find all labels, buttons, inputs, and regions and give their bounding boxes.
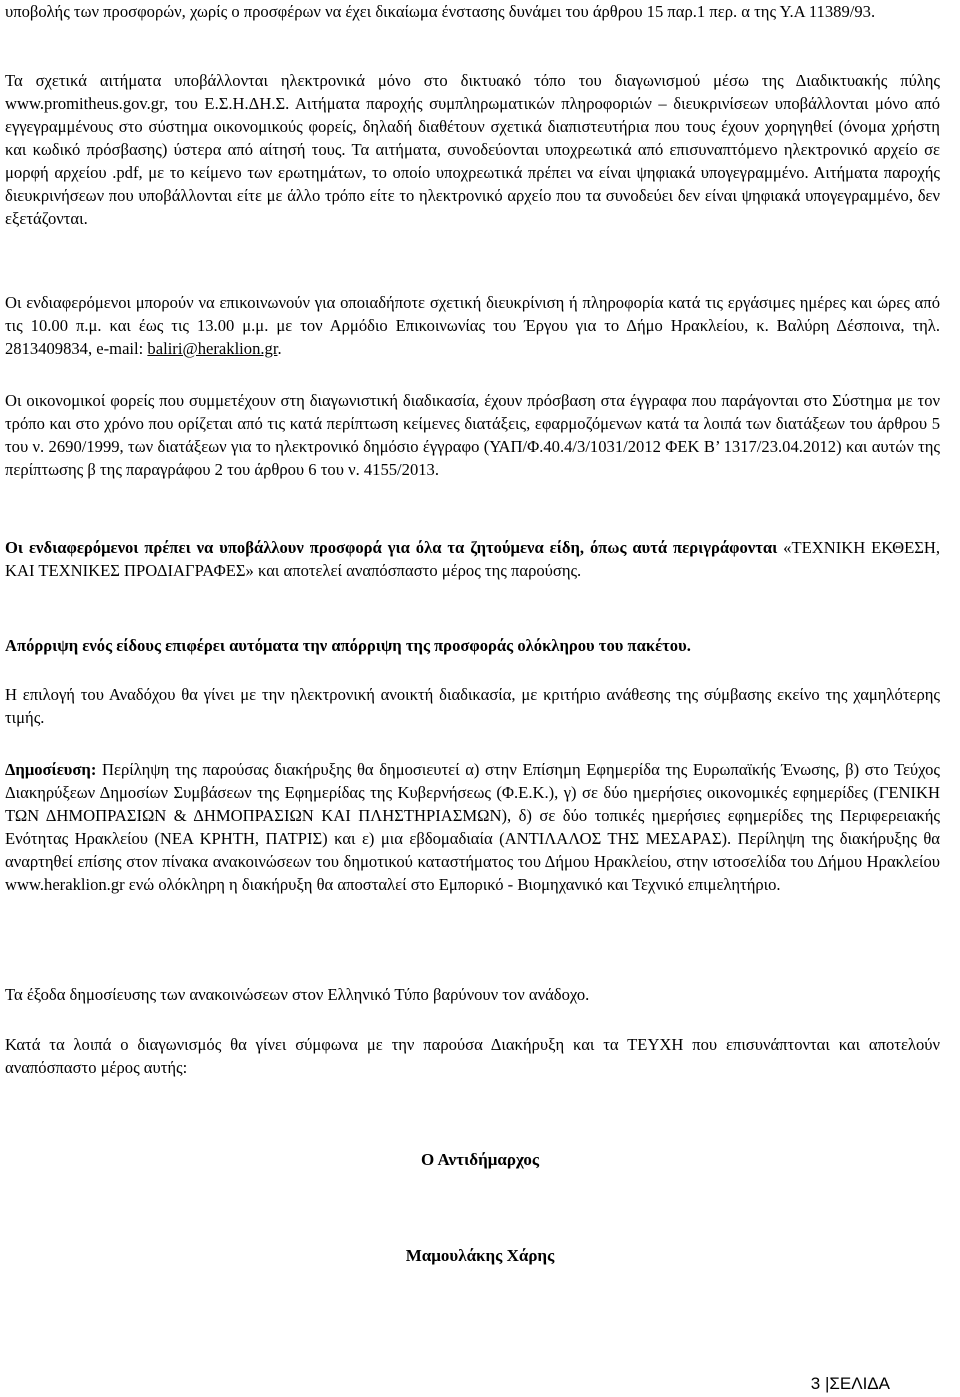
page-footer: 3 |ΣΕΛΙΔΑ xyxy=(810,1374,890,1393)
paragraph-publication-costs: Τα έξοδα δημοσίευσης των ανακοινώσεων στον Ελληνικό Τύπο βαρύνουν τον ανάδοχο. xyxy=(5,985,590,1004)
contact-text: Οι ενδιαφερόμενοι μπορούν να επικοινωνούν για οποιαδήποτε σχετική διευκρίνιση ή πληροφορία κατά τις εργάσιμες ημέρες και ώρες από τις 10.00 π.μ. και έως τις 13.00 μ.μ. με τον Αρμόδιο Επικοινωνίας του Έργου για το Δήμο Ηρακλείου, κ. Βαλύρη Δέσποινα, τηλ. 2813409834, e-mail: xyxy=(5,293,940,358)
paragraph-contact-info xyxy=(5,291,940,360)
contact-text-end: . xyxy=(277,339,282,358)
paragraph-tender-documents: Κατά τα λοιπά ο διαγωνισμός θα γίνει σύμφωνα με την παρούσα Διακήρυξη και τα ΤΕΥΧΗ που επισυνάπτονται και αποτελούν αναπόσπαστο μέρος αυτής: xyxy=(5,1035,940,1077)
paragraph-clarification-requests: Τα σχετικά αιτήματα υποβάλλονται ηλεκτρονικά μόνο στο δικτυακό τόπο του διαγωνισμού μέσω της Διαδικτυακής πύλης www.promitheus.gov.gr, του Ε.Σ.Η.ΔΗ.Σ. Αιτήματα παροχής συμπληρωματικών πληροφοριών – διευκρινίσεων υποβάλλονται μόνο από εγγεγραμμένους στο σύστημα οικονομικούς φορείς, δηλαδή διαθέτουν σχετικά διαπιστευτήρια που τους έχουν χορηγηθεί (όνομα χρήστη και κωδικό πρόσβασης) ύστερα από αίτησή τους. Τα αιτήματα, συνοδεύονται υποχρεωτικά από επισυναπτόμενο ηλεκτρονικό αρχείο σε μορφή αρχείου .pdf, με το κείμενο των ερωτημάτων, το οποίο υποχρεωτικά πρέπει να είναι ψηφιακά υπογεγραμμένο. Αιτήματα παροχής διευκρινήσεων που υποβάλλονται είτε με άλλο τρόπο είτε το ηλεκτρονικό αρχείο που τα συνοδεύει δεν είναι ψηφιακά υπογεγραμμένο, δεν εξετάζονται. xyxy=(5,71,940,228)
paragraph-rejection-rule: Απόρριψη ενός είδους επιφέρει αυτόματα την απόρριψη της προσφοράς ολόκληρου του πακέτου. xyxy=(5,636,691,655)
publication-text: Περίληψη της παρούσας διακήρυξης θα δημοσιευτεί α) στην Επίσημη Εφημερίδα της Ευρωπαϊκής Ένωσης, β) στο Τεύχος Διακηρύξεων Δημοσίων Συμβάσεων της Εφημερίδας της Κυβερνήσεως (Φ.Ε.Κ.), γ) σε δύο ημερήσιες οικονομικές εφημερίδες (ΓΕΝΙΚΗ ΤΩΝ ΔΗΜΟΠΡΑΣΙΩΝ & ΔΗΜΟΠΡΑΣΙΩΝ ΚΑΙ ΠΛΗΣΤΗΡΙΑΣΜΩΝ), δ) σε δύο τοπικές ημερήσιες εφημερίδες της Περιφερειακής Ενότητας Ηρακλείου (ΝΕΑ ΚΡΗΤΗ, ΠΑΤΡΙΣ) και ε) μια εβδομαδιαία (ΑΝΤΙΛΑΛΟΣ ΤΗΣ ΜΕΣΑΡΑΣ). Περίληψη της διακήρυξης θα αναρτηθεί επίσης στον πίνακα ανακοινώσεων του δημοτικού καταστήματος του Δήμου Ηρακλείου, στην ιστοσελίδα του Δήμου Ηρακλείου www.heraklion.gr ενώ ολόκληρη η διακήρυξη θα αποσταλεί στο Εμπορικό - Βιομηχανικό και Τεχνικό επιμελητήριο. xyxy=(5,760,940,894)
publication-label: Δημοσίευση: xyxy=(5,760,97,779)
paragraph-document-access: Οι οικονομικοί φορείς που συμμετέχουν στη διαγωνιστική διαδικασία, έχουν πρόσβαση στα έγγραφα που παράγονται στο Σύστημα με τον τρόπο και στο χρόνο που ορίζεται από τις κατά περίπτωση κείμενες διατάξεις, εφαρμοζόμενων κατά τα λοιπά των διατάξεων του άρθρου 5 του ν. 2690/1999, των διατάξεων για το ηλεκτρονικό δημόσιο έγγραφο (ΥΑΠ/Φ.40.4/3/1031/2012 ΦΕΚ Β’ 1317/23.04.2012) και αυτών της περίπτωσης β της παραγράφου 2 του άρθρου 6 του ν. 4155/2013. xyxy=(5,391,940,479)
paragraph-offer-requirements xyxy=(5,536,940,582)
offer-requirement-rest: «ΤΕΧΝΙΚΗ ΕΚΘΕΣΗ, ΚΑΙ ΤΕΧΝΙΚΕΣ ΠΡΟΔΙΑΓΡΑΦΕΣ» και αποτελεί αναπόσπαστο μέρος της παρούσης. xyxy=(5,538,940,580)
page-number: 3 xyxy=(810,1374,821,1393)
paragraph-publication xyxy=(5,758,940,896)
offer-requirement-bold: Οι ενδιαφερόμενοι πρέπει να υποβάλλουν προσφορά για όλα τα ζητούμενα είδη, όπως αυτά περιγράφονται xyxy=(5,538,778,557)
signature-name: Μαμουλάκης Χάρης xyxy=(405,1246,555,1265)
contact-email-link[interactable]: baliri@heraklion.gr xyxy=(147,339,278,358)
paragraph-contractor-selection: Η επιλογή του Αναδόχου θα γίνει με την ηλεκτρονική ανοικτή διαδικασία, με κριτήριο ανάθεσης της σύμβασης εκείνο της χαμηλότερης τιμής. xyxy=(5,685,940,727)
signature-title: Ο Αντιδήμαρχος xyxy=(421,1150,539,1169)
page-label: ΣΕΛΙΔΑ xyxy=(829,1374,890,1393)
paragraph-objection-rights: υποβολής των προσφορών, χωρίς ο προσφέρων να έχει δικαίωμα ένστασης δυνάμει του άρθρου 15 παρ.1 περ. α της Υ.Α 11389/93. xyxy=(5,2,876,21)
